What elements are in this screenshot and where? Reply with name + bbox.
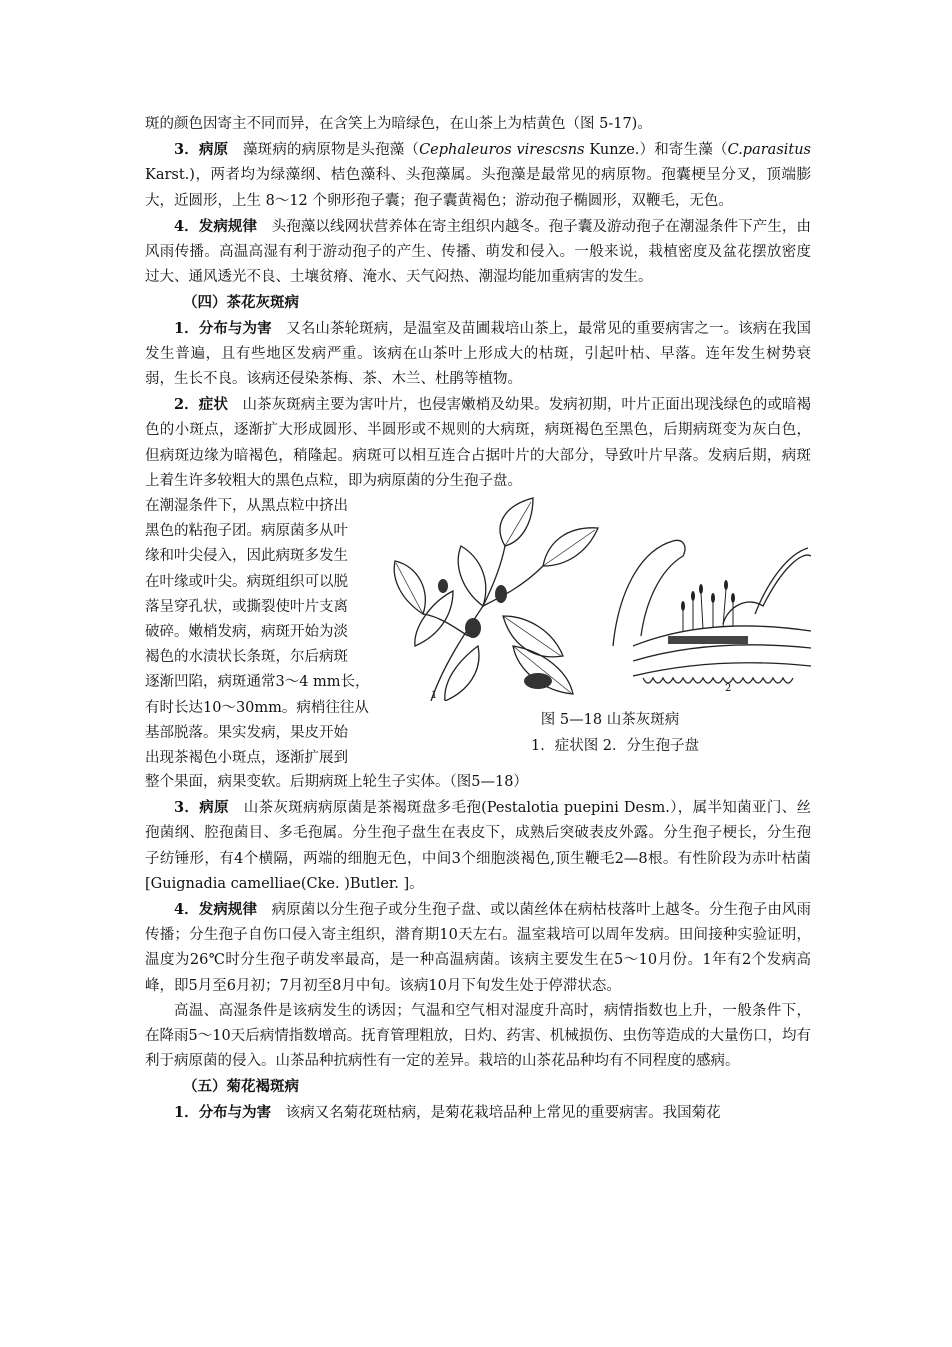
wrapped-text	[145, 494, 375, 771]
figure-caption: 图 5—18 山茶灰斑病	[540, 712, 680, 729]
heading-disease-cycle: 4．发病规律	[174, 217, 258, 235]
figure-illustration	[383, 496, 811, 701]
heading-pathogen: 3．病原	[174, 799, 229, 817]
paragraph-pathogen-gray-spot	[145, 795, 811, 897]
conidia	[668, 580, 748, 644]
paragraph-distribution-chrysanthemum	[145, 1100, 811, 1126]
heading-symptoms: 2．症状	[174, 396, 228, 414]
paragraph-pathogen-algal-spot	[145, 137, 811, 214]
text-line: 在潮湿条件下，从黑点粒中挤出	[145, 498, 348, 515]
paragraph-distribution	[145, 316, 811, 393]
paragraph-symptoms	[145, 392, 811, 494]
lesion-spots	[438, 579, 552, 689]
text-line: 在叶缘或叶尖。病斑组织可以脱	[145, 573, 348, 590]
text-line: 黑色的粘孢子团。病原菌多从叶	[145, 523, 348, 540]
text-segment: Karst.)，两者均为绿藻纲、桔色藻科、头孢藻属。头孢藻是最常见的病原物。孢囊梗呈分叉，顶端膨大，近圆形，上生 8～12 个卵形孢子囊；孢子囊黄褐色；游动孢子椭圆形，双鞭毛，无色。	[145, 167, 811, 209]
heading-distribution: 1．分布与为害	[174, 319, 272, 337]
document-page	[145, 112, 811, 1126]
text-line: 有时长达10～30mm。病梢往往从	[145, 699, 369, 716]
figure-part-label: 2	[725, 683, 732, 695]
paragraph-conditions: 高温、高湿条件是该病发生的诱因；气温和空气相对湿度升高时，病情指数也上升，一般条件下，在降雨5～10天后病情指数增高。抚育管理粗放，日灼、药害、机械损伤、虫伤等造成的大量伤口，均有利于病原菌的侵入。山茶品种抗病性有一定的差异。栽培的山茶花品种均有不同程度的感病。	[145, 1002, 811, 1070]
figure-subcaption: 1．症状图 2．分生孢子盘	[530, 738, 700, 755]
text-line: 逐渐凹陷，病斑通常3～4 mm长，	[145, 674, 370, 691]
heading-pathogen: 3．病原	[174, 141, 229, 159]
paragraph-symptoms-tail: 整个果面，病果变软。后期病斑上轮生子实体。（图5—18）	[145, 774, 528, 791]
text-segment: 头孢藻以线网状营养体在寄主组织内越冬。孢子囊及游动孢子在潮湿条件下产生，由风雨传播。高温高湿有利于游动孢子的产生、传播、萌发和侵入。一般来说，栽植密度及盆花摆放密度过大、通风透光不良、土壤贫瘠、淹水、天气闷热、潮湿均能加重病害的发生。	[145, 218, 812, 286]
text-line: 落呈穿孔状，或撕裂使叶片支离	[145, 598, 348, 615]
text-segment: 山茶灰斑病病原菌是茶褐斑盘多毛孢(Pestalotia puepini Desm.），属半知菌亚门、丝孢菌纲、腔孢菌目、多毛孢属。分生孢子盘生在表皮下，成熟后突破表皮外露。分生孢子梗长，分生孢子纺锤形，有4个横隔，两端的细胞无色，中间3个细胞淡褐色,顶生鞭毛2—8根。有性阶段为赤叶枯菌[Guignadia camelliae(Cke. )Butler. ]。	[145, 800, 811, 892]
paragraph-continued: 斑的颜色因寄主不同而异，在含笑上为暗绿色，在山茶上为桔黄色（图 5-17)。	[145, 116, 652, 132]
species-name: Cephaleuros virescsns	[419, 142, 585, 159]
text-line: 褐色的水渍状长条斑，尔后病斑	[145, 649, 348, 666]
text-segment: 该病又名菊花斑枯病，是菊花栽培品种上常见的重要病害。我国菊花	[271, 1104, 721, 1121]
text-line: 出现茶褐色小斑点，逐渐扩展到	[145, 750, 348, 767]
text-segment: 山茶灰斑病主要为害叶片，也侵害嫩梢及幼果。发病初期，叶片正面出现浅绿色的或暗褐色的小斑点，逐渐扩大形成圆形、半圆形或不规则的大病斑，病斑褐色至黑色，后期病斑变为灰白色，但病斑边缘为暗褐色，稍隆起。病斑可以相互连合占据叶片的大部分，导致叶片早落。发病后期，病斑上着生许多较粗大的黑色点粒，即为病原菌的分生孢子盘。	[145, 397, 811, 489]
text-line: 缘和叶尖侵入，因此病斑多发生	[145, 548, 348, 565]
paragraph-disease-cycle-algal-spot	[145, 214, 811, 291]
heading-distribution: 1．分布与为害	[174, 1103, 272, 1121]
text-segment: 藻斑病的病原物是头孢藻（	[228, 142, 420, 159]
text-line: 基部脱落。果实发病，果皮开始	[145, 724, 348, 741]
figure-wrap-region	[145, 494, 811, 770]
heading-disease-cycle: 4．发病规律	[174, 901, 258, 919]
section-heading-camellia-gray-spot: （四）茶花灰斑病	[183, 294, 299, 312]
paragraph-disease-cycle-gray-spot	[145, 897, 811, 999]
figure-part-label: 1	[431, 690, 438, 702]
text-segment: 病原菌以分生孢子或分生孢子盘、或以菌丝体在病枯枝落叶上越冬。分生孢子由风雨传播；分生孢子自伤口侵入寄主组织，潜育期10天左右。温室栽培可以周年发病。田间接种实验证明，温度为26℃时分生孢子萌发率最高，是一种高温病菌。该病主要发生在5～10月份。1年有2个发病高峰，即5月至6月初；7月初至8月中旬。该病10月下旬发生处于停滞状态。	[145, 902, 812, 994]
section-heading-chrysanthemum-brown-spot: （五）菊花褐斑病	[183, 1078, 299, 1096]
text-segment: Kunze.）和寄生藻（	[584, 142, 728, 159]
acervulus-drawing	[613, 540, 811, 683]
symptom-branch-drawing	[394, 498, 598, 701]
species-name: C.parasitus	[727, 142, 811, 159]
text-line: 破碎。嫩梢发病，病斑开始为淡	[145, 624, 348, 641]
text-segment: 又名山茶轮斑病，是温室及苗圃栽培山茶上，最常见的重要病害之一。该病在我国发生普遍，且有些地区发病严重。该病在山茶叶上形成大的枯斑，引起叶枯、早落。连年发生树势衰弱，生长不良。该病还侵染茶梅、茶、木兰、杜鹃等植物。	[145, 320, 812, 388]
